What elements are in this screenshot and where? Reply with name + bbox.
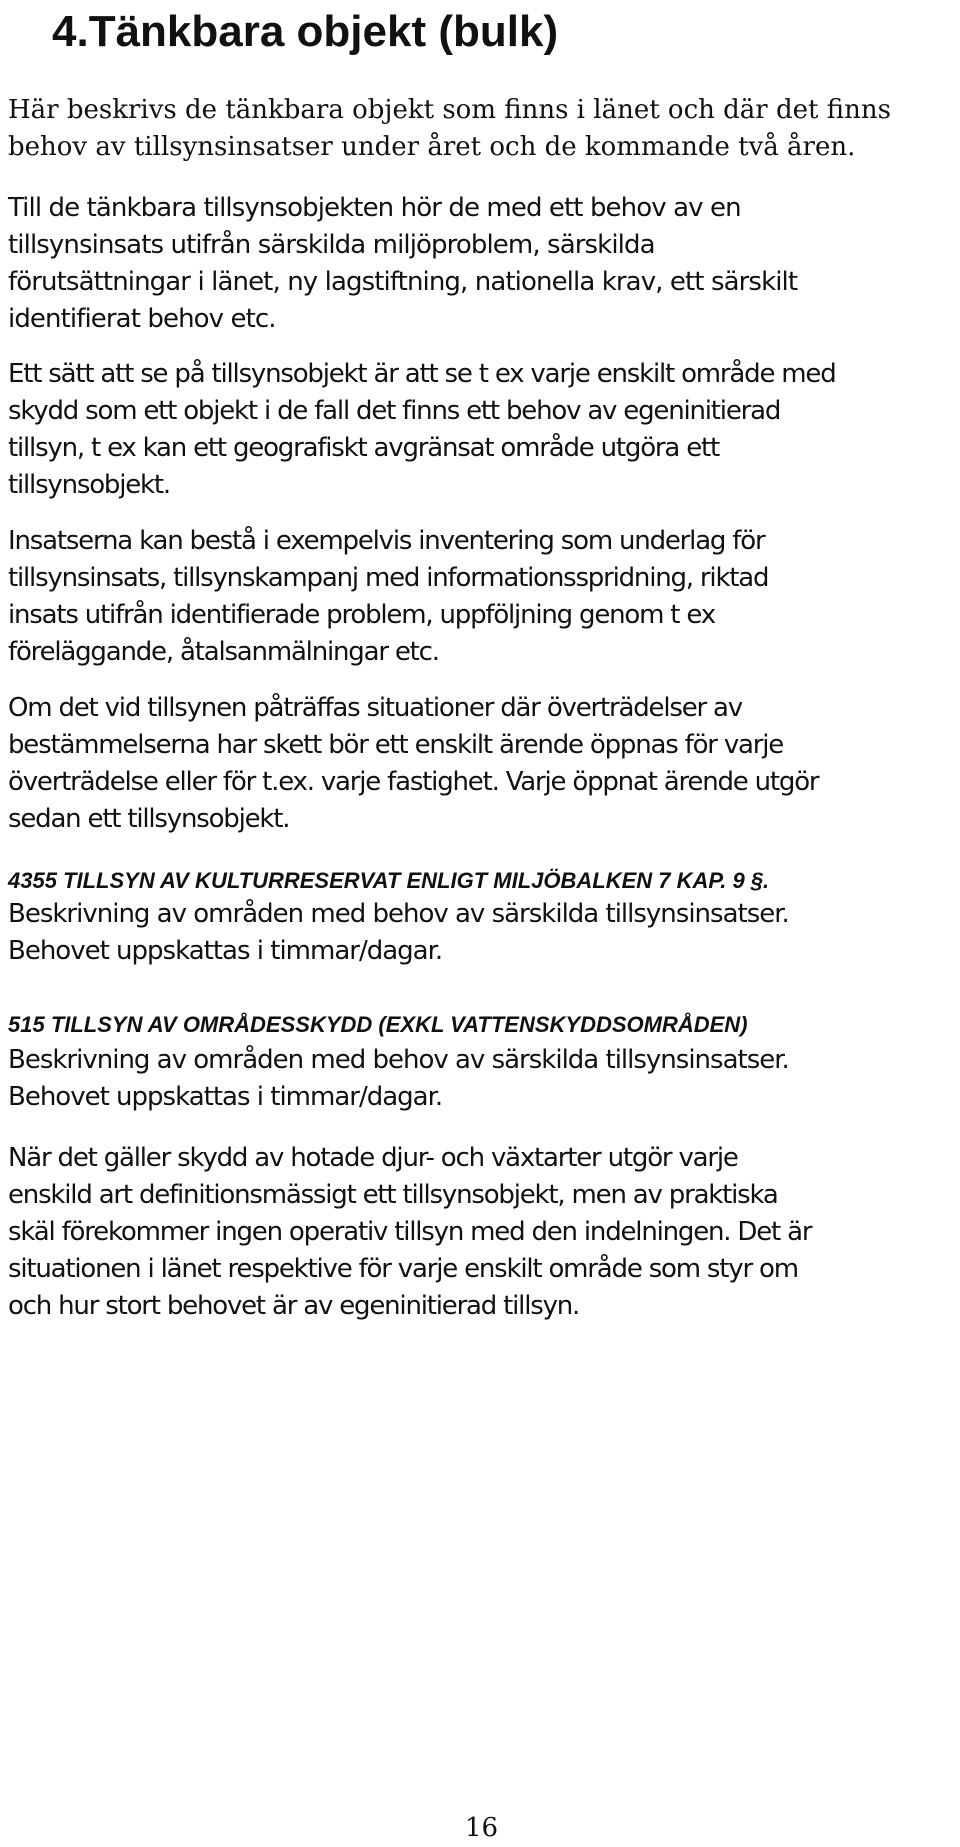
text-line: föreläggande, åtalsanmälningar etc. [8,637,439,667]
text-line: Insatserna kan bestå i exempelvis inventering som underlag för [8,526,765,556]
section-title-omradesskydd: 515 TILLSYN AV OMRÅDESSKYDD (EXKL VATTENSKYDDSOMRÅDEN) [8,1012,748,1037]
text-line: Beskrivning av områden med behov av särskilda tillsynsinsatser. [8,899,789,929]
text-line: Behovet uppskattas i timmar/dagar. [8,1082,443,1112]
text-line: förutsättningar i länet, ny lagstiftning, nationella krav, ett särskilt [8,267,798,297]
text-line: och hur stort behovet är av egeninitierad tillsyn. [8,1291,580,1321]
text-line: enskild art definitionsmässigt ett tillsynsobjekt, men av praktiska [8,1180,778,1210]
text-line: När det gäller skydd av hotade djur- och växtarter utgör varje [8,1143,738,1173]
text-line: Om det vid tillsynen påträffas situationer där överträdelser av [8,693,742,723]
text-line: överträdelse eller för t.ex. varje fastighet. Varje öppnat ärende utgör [8,767,819,797]
insatserna-paragraph [8,523,948,671]
section-body-omradesskydd [8,1042,948,1116]
text-line: skäl förekommer ingen operativ tillsyn med den indelningen. Det är [8,1217,812,1247]
page-number: 16 [465,1813,499,1843]
section-title-kulturreservat: 4355 TILLSYN AV KULTURRESERVAT ENLIGT MILJÖBALKEN 7 KAP. 9 §. [8,868,770,893]
text-line: skydd som ett objekt i de fall det finns ett behov av egeninitierad [8,396,781,426]
text-line: tillsynsobjekt. [8,470,170,500]
page-heading: 4.Tänkbara objekt (bulk) [52,7,559,56]
text-line: tillsynsinsats utifrån särskilda miljöproblem, särskilda [8,230,655,260]
overtradelser-paragraph [8,690,948,838]
intro-paragraph [8,92,948,166]
text-line: insats utifrån identifierade problem, uppföljning genom t ex [8,600,715,630]
text-line: situationen i länet respektive för varje enskilt område som styr om [8,1254,798,1284]
text-line: bestämmelserna har skett bör ett enskilt ärende öppnas för varje [8,730,784,760]
text-line: behov av tillsynsinsatser under året och de kommande två åren. [8,132,856,162]
text-line: Till de tänkbara tillsynsobjekten hör de med ett behov av en [8,193,741,223]
text-line: Behovet uppskattas i timmar/dagar. [8,936,443,966]
text-line: Här beskrivs de tänkbara objekt som finns i länet och där det finns [8,95,891,125]
text-line: Ett sätt att se på tillsynsobjekt är att se t ex varje enskilt område med [8,359,836,389]
text-line: identifierat behov etc. [8,304,276,334]
text-line: tillsynsinsats, tillsynskampanj med informationsspridning, riktad [8,563,769,593]
text-line: Beskrivning av områden med behov av särskilda tillsynsinsatser. [8,1045,789,1075]
tillsynsobjekt-paragraph [8,356,948,504]
section-body-kulturreservat [8,896,948,970]
hotade-arter-paragraph [8,1140,948,1325]
text-line: tillsyn, t ex kan ett geografiskt avgränsat område utgöra ett [8,433,719,463]
text-line: sedan ett tillsynsobjekt. [8,804,290,834]
tankbara-objekt-paragraph [8,190,948,338]
